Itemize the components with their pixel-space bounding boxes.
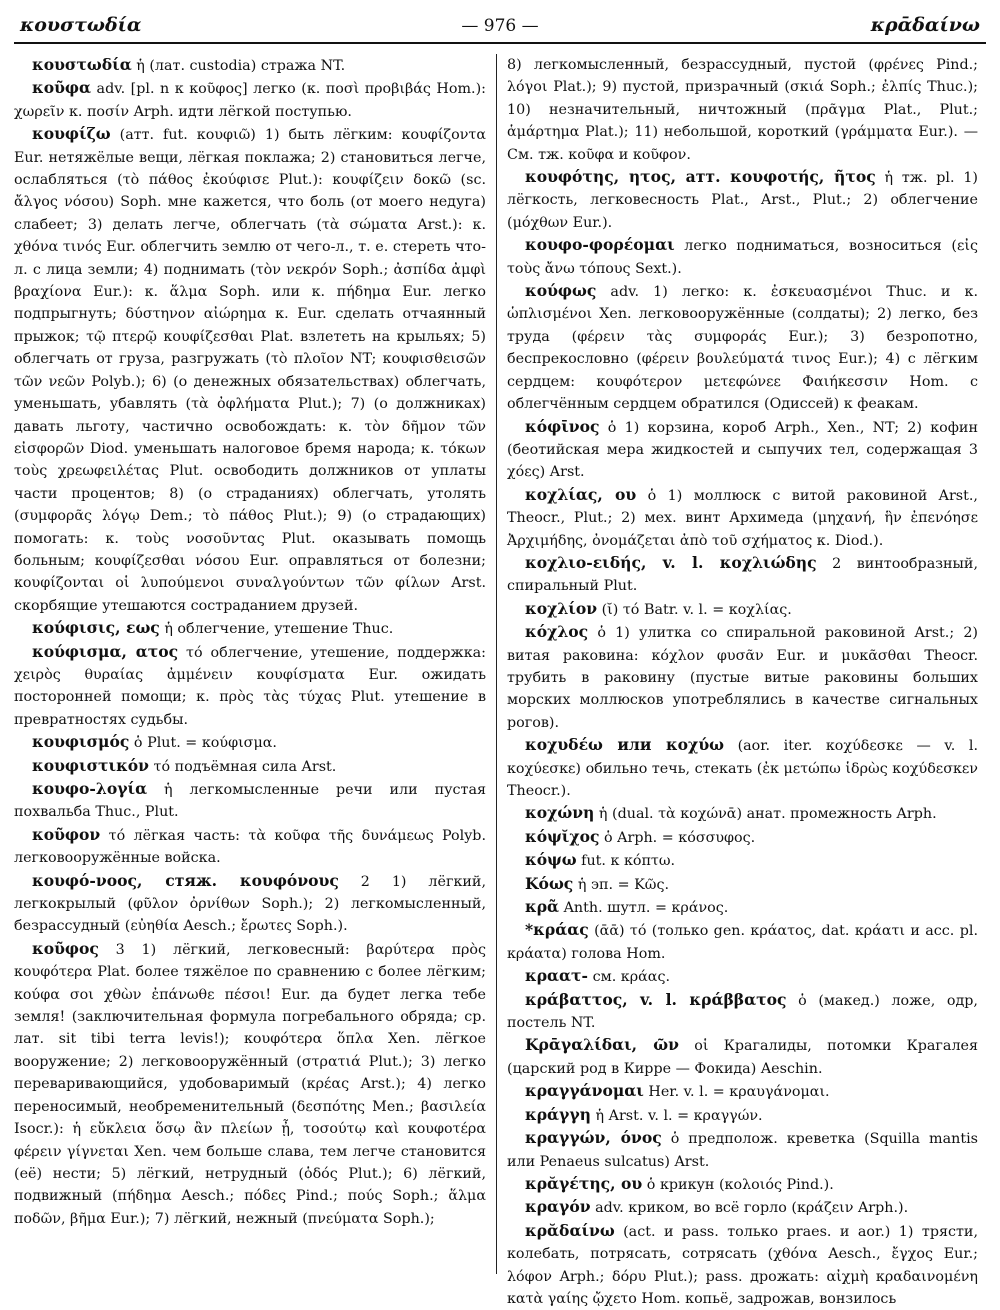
dictionary-entry [14,938,486,1230]
entry-headword: κουφο-λογία [32,779,148,798]
entry-text: ἡ легкомысленные речи или пустая похвальба Thuc., Plut. [14,782,486,821]
entry-text: ὁ 1) корзина, короб Arph., Xen., NT; 2) кофин (беотийская мера жидкостей и сыпучих тел, содержащая 3 χόες) Arst. [507,419,978,481]
dictionary-entry [507,234,978,280]
entry-headword: κράβαττος, v. l. κράββατος [525,989,787,1009]
dictionary-entry [14,641,486,732]
entry-headword: κοχλίας, ου [525,484,637,504]
columns [14,54,986,1307]
entry-text: ἡ облегчение, утешение Thuc. [159,621,394,638]
dictionary-entry [507,621,978,734]
right-column [496,54,979,1307]
entry-headword: Κόως [525,873,574,893]
entry-headword: κουφίζω [32,124,111,144]
entry-text: ἡ Arst. v. l. = κραγγών. [590,1107,763,1124]
entry-text: ὁ (макед.) ложе, одр, постель NT. [507,992,978,1032]
entry-text: ὁ предполож. креветка (Squilla mantis или Penaeus sulcatus) Arst. [507,1131,978,1170]
dictionary-entry [507,598,978,621]
entry-headword: κοχώνη [525,803,595,823]
dictionary-entry [507,873,978,896]
dictionary-entry [507,849,978,872]
dictionary-entry [507,965,978,988]
entry-headword: κουφισμός [32,732,130,752]
dictionary-entry [507,1127,978,1173]
entry-text: τό лёгкая часть: τὰ κοῦφα τῆς δυνάμεως Polyb. легковооружённые войска. [14,827,486,867]
entry-headword: κοῦφα [32,78,92,98]
entry-headword: κρᾶ [525,897,560,917]
entry-text: Her. v. l. = κραυγάνομαι. [643,1084,830,1101]
page-number: — 976 — [461,16,539,36]
entry-text: (атт. fut. κουφιῶ) 1) быть лёгким: κουφίζοντα Eur. нетяжёлые вещи, лёгкая поклажа; 2) становиться легче, ослабляться (τὸ πάθος ἐκούφισε Plut.): κουφίζειν δοκῶ (sc. ἄλγος νόσου) Soph. мне кажется, что боль (от моего недуга) слабеет; 3) делать легче, облегчать (τὰ σώματα Arst.): κ. χθόνα τινός Eur. облегчить землю от чего-л., т. е. стереть что-л. с лица земли; 4) поднимать (τὸν νεκρόν Soph.; ἀσπίδα ἀμφὶ βραχίονα Eur.): κ. ἅλμα Soph. или κ. πήδημα Eur. легко подпрыгнуть; δύστηνον αἰώρημα κ. Eur. сделать отчаянный прыжок; τῷ πτερῷ κουφίζεσθαι Plat. взлететь на крыльях; 5) облегчать от груза, разгружать (τὸ πλοῖον NT; κουφισθεισῶν τῶν νεῶν Polyb.); 6) (о денежных обязательствах) облегчать, уменьшать, убавлять (τὰ ὀφλήματα Plut.); 7) (о должниках) давать льготу, частично освобождать: κ. τὸν δῆμον τῶν εἰσφορῶν Diod. уменьшать налоговое бремя народа; κ. τόκων τοὺς χρεωφειλέτας Plut. освободить должников от уплаты части процентов; 8) (о страданиях) облегчать, утолять (συμφορᾶς λόγῳ Dem.; τὸ πάθος Plut.); 9) (о страдающих) помогать: κ. τοὺς νοσοῦντας Plut. оказывать помощь больным; κουφίζεσθαι νόσου Eur. оправляться от болезни; κουφίζονται οἱ λυπούμενοι συναλγούντων τῶν φίλων Arst. скорбящие утешаются состраданием друзей. [14,127,486,614]
entry-headword: κόψῐχος [525,826,600,846]
entry-text: Anth. шутл. = κράνος. [559,900,729,917]
entry-headword: *κράας [525,920,589,940]
dictionary-entry [14,77,486,123]
entry-text: adv. [pl. n к κοῦφος] легко (κ. ποσὶ προβιβάς Hom.): χωρεῖν κ. ποσίν Arph. идти лёгкой поступью. [14,81,486,120]
entry-text: легко подниматься, возноситься (εἰς τοὺς ἄνω τόπους Sext.). [507,238,978,277]
dictionary-entry [14,870,486,938]
dictionary-entry [507,484,978,552]
entry-headword: κοχυδέω или κοχύω [525,735,724,755]
dictionary-entry [507,1173,978,1196]
entry-text: ἡ эп. = Κῶς. [573,876,669,893]
entry-headword: κόφῑνος [525,416,600,436]
dictionary-entry [14,54,486,77]
entry-text: ὁ 1) улитка со спиральной раковиной Arst.; 2) витая раковина: κόχλον φυσᾶν Eur. и μυκᾶσθαι Theocr. трубить в раковину (пустые витые раковины больших морских моллюсков употреблялись в качестве сигнальных рогов). [507,625,978,731]
entry-text: adv. 1) легко: κ. ἐσκευασμένοι Thuc. и κ. ὡπλισμένοι Xen. легковооружённые (солдаты); 2) легко, без труда (φέρειν τὰς συμφοράς Eur.); 3) безропотно, беспрекословно (φέρειν βουλεύματά τινος Eur.); 4) с лёгким сердцем: κουφότερον μετεφώνεε Φαιήκεσσιν Hom. с облегчённым сердцем обратился (Одиссей) к феакам. [507,284,978,413]
dictionary-entry [14,824,486,870]
entry-text: ἡ (dual. τὰ κοχώνᾱ) анат. промежность Arph. [594,806,937,823]
entry-headword: κραατ- [525,966,589,986]
entry-headword: κόχλος [525,622,589,642]
entry-headword: κούφισις, εως [32,618,160,638]
dictionary-entry [507,802,978,825]
dictionary-entry [507,1104,978,1127]
dictionary-entry [507,1196,978,1219]
entry-headword: κρᾰγέτης, ου [525,1173,643,1193]
dictionary-entry [14,755,486,778]
entry-text: ὁ крикун (κολοιός Pind.). [642,1176,834,1193]
entry-text: 8) легкомысленный, безрассудный, пустой (φρένες Pind.; λόγοι Plat.); 9) пустой, призрачный (σκιά Soph.; ἐλπίς Thuc.); 10) незначительный, ничтожный (πρᾶγμα Plat., Plut.; ἁμάρτημα Plat.); 11) небольшой, короткий (γράμματα Eur.). — См. тж. κοῦφα и κοῦφον. [507,57,978,163]
dictionary-entry [14,778,486,824]
dictionary-entry [507,280,978,415]
dictionary-entry [507,416,978,484]
entry-text: τό облегчение, утешение, поддержка: χειρὸς θυραίας ἀμμένειν κουφίσματα Eur. ожидать посторонней помощи; κ. πρὸς τὰς τύχας Plut. утешение в превратностях судьбы. [14,644,486,728]
entry-headword: κούφως [525,281,597,301]
left-column [14,54,496,1274]
entry-headword: κουφότης, ητος, атт. κουφοτής, ῆτος [525,167,876,187]
dictionary-entry [507,54,978,166]
entry-headword: κουφό-νοος, стяж. κουφόνους [32,870,339,890]
entry-text: οἱ Крагалиды, потомки Крагалея (царский род в Кирре — Фокида) Aeschin. [507,1038,979,1077]
dictionary-entry [507,166,978,234]
entry-headword: Κρᾱγαλίδαι, ῶν [525,1035,679,1055]
entry-headword: κοχλιο-ειδής, v. l. κοχλιώδης [525,552,817,572]
entry-headword: κραγγών, όνος [525,1128,662,1148]
dictionary-entry [507,1034,978,1080]
dictionary-entry [14,731,486,754]
entry-headword: κοῦφον [32,824,101,844]
page-header [14,14,986,44]
dictionary-entry [507,989,978,1035]
entry-headword: κουστωδία [32,55,132,74]
dictionary-entry [14,617,486,640]
entry-headword: κράγγη [525,1104,591,1124]
entry-text: ὁ 1) моллюск с витой раковиной Arst., Theocr., Plut.; 2) мех. винт Архимеда (μηχανή, ἣν ἐπενόησε Ἀρχιμήδης, ὀνομάζεται ἀπὸ τοῦ σχήματος κ. Diod.). [507,487,978,549]
entry-headword: κοῦφος [32,938,99,958]
entry-headword: κραγόν [525,1197,591,1217]
entry-headword: κουφο-φορέομαι [525,235,675,255]
left-running-headword: κουστωδία [20,14,142,36]
entry-text: 2 винтообразный, спиральный Plut. [507,555,978,595]
entry-text: adv. криком, во всё горло (κράζειν Arph.). [590,1200,909,1217]
entry-text: (act. и pass. только praes. и aor.) 1) трясти, колебать, потрясать, сотрясать (χθόνα Aesch., ἔγχος Eur.; λόφον Arph.; δόρυ Plut.); pass. дрожать: αἰχμὴ κραδαινομένη κατὰ γαίης ᾤχετο Hom. копьё, задрожав, вонзилось [507,1223,978,1307]
entry-text: (ᾱᾱ) τό (только gen. κράατος, dat. κράατι и acc. pl. κράατα) голова Hom. [507,923,978,962]
entry-headword: κόψω [525,850,577,870]
dictionary-entry [507,896,978,919]
dictionary-entry [507,826,978,849]
dictionary-entry [507,919,978,965]
entry-text: (ῐ) τό Batr. v. l. = κοχλίας. [597,601,792,618]
entry-text: ἡ (лат. custodia) стража NT. [131,58,346,74]
entry-headword: κραγγάνομαι [525,1081,644,1101]
dictionary-entry [507,552,978,598]
entry-text: ὁ Arph. = κόσσυφος. [599,829,756,846]
entry-headword: κοχλίον [525,598,598,618]
dictionary-entry [507,1220,978,1310]
dictionary-entry [14,123,486,617]
entry-text: (aor. iter. κοχύδεσκε — v. l. κοχύεσκε) обильно течь, стекать (ἐκ μετώπω ἱδρὼς κοχύδεσκεν Theocr.). [507,738,978,799]
entry-headword: κρᾰδαίνω [525,1220,615,1240]
entry-text: τό подъёмная сила Arst. [149,758,337,775]
dictionary-entry [507,1080,978,1103]
entry-headword: κούφισμα, ατος [32,641,179,661]
entry-text: 2 1) лёгкий, легкокрылый (φῦλον ὀρνίθων Soph.); 2) легкомысленный, безрассудный (εὐηθία Aesch.; ἔρωτες Soph.). [14,873,486,935]
dictionary-entry [507,734,978,802]
entry-headword: κουφιστικόν [32,755,150,775]
right-running-headword: κρᾱδαίνω [870,14,980,36]
entry-text: ὁ Plut. = κούφισμα. [129,735,277,752]
entry-text: 3 1) лёгкий, легковесный: βαρύτερα πρὸς κουφότερα Plat. более тяжёлое по сравнению с более лёгким; κούφα σοι χθὼν ἐπάνωθε πέσοι! Eur. да будет легка тебе земля! (заключительная формула погребального обряда; ср. лат. sit tibi terra levis!); κουφότερα ὅπλα Xen. лёгкое вооружение; 2) легковооружённый (στρατιά Plut.); 3) легко переваривающийся, удобоваримый (κρέας Arst.); 4) легко переносимый, необременительный (δεσπότης Men.; βασιλεία Isocr.): ἡ εὔκλεια ὅσῳ ἂν πλείων ᾖ, τοσούτῳ καὶ κουφοτέρα φέρειν γίγνεται Xen. чем больше слава, тем легче становится (её) нести; 5) лёгкий, нетрудный (ὁδός Plut.); 6) лёгкий, подвижный (πήδημα Aesch.; πόδες Pind.; πούς Soph.; ἅλμα ποδῶν, βῆμα Eur.); 7) лёгкий, нежный (πνεύματα Soph.); [14,941,486,1227]
entry-text: fut. к κόπτω. [576,853,676,870]
entry-text: см. κράας. [588,969,670,986]
entry-text: ἡ тж. pl. 1) лёгкость, легковесность Plat., Arst., Plut.; 2) облегчение (μόχθων Eur.). [507,170,978,231]
